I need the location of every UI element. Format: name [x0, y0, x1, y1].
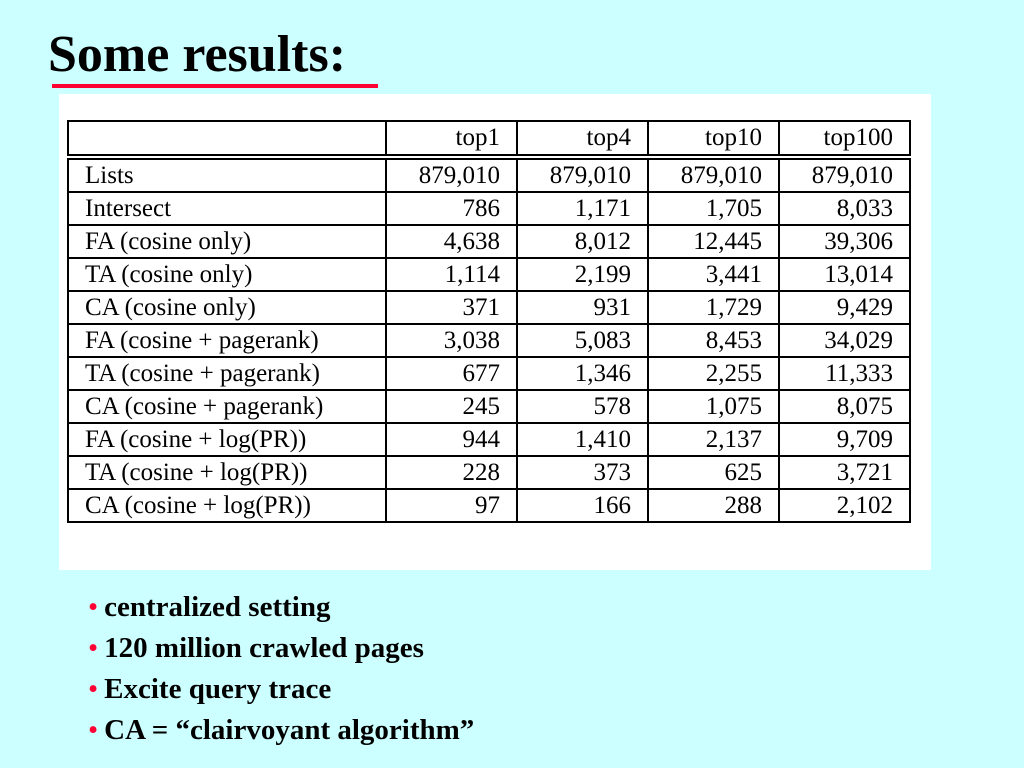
slide-title: Some results: [48, 26, 347, 83]
table-row [68, 159, 910, 192]
header-cell-top4: top4 [517, 121, 648, 155]
bullet-dot-icon: • [88, 591, 99, 623]
row-label: TA (cosine + pagerank) [68, 357, 386, 390]
table-cell: 39,306 [779, 225, 910, 258]
table-row [68, 456, 910, 489]
row-label: CA (cosine + log(PR)) [68, 489, 386, 522]
table-cell: 3,441 [648, 258, 779, 291]
header-row [68, 121, 910, 155]
table-row [68, 357, 910, 390]
table-cell: 2,137 [648, 423, 779, 456]
table-cell: 879,010 [648, 159, 779, 192]
row-label: FA (cosine + pagerank) [68, 324, 386, 357]
bullet-dot-icon: • [88, 714, 99, 746]
table-cell: 1,705 [648, 192, 779, 225]
row-label: CA (cosine only) [68, 291, 386, 324]
table-cell: 2,199 [517, 258, 648, 291]
row-label: TA (cosine only) [68, 258, 386, 291]
table-cell: 1,346 [517, 357, 648, 390]
bullet-list [88, 590, 474, 754]
table-cell: 8,075 [779, 390, 910, 423]
header-cell-top100: top100 [779, 121, 910, 155]
bullet-item [88, 713, 474, 754]
bullet-dot-icon: • [88, 632, 99, 664]
table-cell: 1,075 [648, 390, 779, 423]
table-cell: 1,171 [517, 192, 648, 225]
header-cell-top1: top1 [386, 121, 517, 155]
bullet-text: centralized setting [104, 591, 331, 623]
table-cell: 944 [386, 423, 517, 456]
header-cell-top10: top10 [648, 121, 779, 155]
table-cell: 373 [517, 456, 648, 489]
table-cell: 8,033 [779, 192, 910, 225]
table-cell: 578 [517, 390, 648, 423]
results-table-panel [59, 94, 931, 570]
table-cell: 879,010 [386, 159, 517, 192]
bullet-item [88, 672, 474, 713]
bullet-item [88, 631, 474, 672]
table-cell: 5,083 [517, 324, 648, 357]
table-cell: 288 [648, 489, 779, 522]
table-cell: 4,638 [386, 225, 517, 258]
table-cell: 9,429 [779, 291, 910, 324]
table-cell: 625 [648, 456, 779, 489]
table-cell: 879,010 [779, 159, 910, 192]
table-cell: 12,445 [648, 225, 779, 258]
table-cell: 1,410 [517, 423, 648, 456]
row-label: TA (cosine + log(PR)) [68, 456, 386, 489]
row-label: Lists [68, 159, 386, 192]
bullet-text: CA = “clairvoyant algorithm” [104, 714, 475, 746]
table-cell: 34,029 [779, 324, 910, 357]
bullet-dot-icon: • [88, 673, 99, 705]
table-cell: 2,255 [648, 357, 779, 390]
table-cell: 3,721 [779, 456, 910, 489]
bullet-text: Excite query trace [104, 673, 332, 705]
table-cell: 931 [517, 291, 648, 324]
table-row [68, 192, 910, 225]
table-row [68, 258, 910, 291]
results-table-body [67, 158, 911, 523]
table-cell: 1,114 [386, 258, 517, 291]
table-cell: 11,333 [779, 357, 910, 390]
row-label: Intersect [68, 192, 386, 225]
table-row [68, 291, 910, 324]
table-cell: 8,453 [648, 324, 779, 357]
table-cell: 166 [517, 489, 648, 522]
table-cell: 228 [386, 456, 517, 489]
table-cell: 1,729 [648, 291, 779, 324]
table-row [68, 489, 910, 522]
table-cell: 2,102 [779, 489, 910, 522]
table-cell: 8,012 [517, 225, 648, 258]
table-cell: 9,709 [779, 423, 910, 456]
table-cell: 677 [386, 357, 517, 390]
table-cell: 13,014 [779, 258, 910, 291]
results-table-header [67, 120, 911, 156]
title-underline [52, 84, 378, 88]
table-row [68, 390, 910, 423]
bullet-item [88, 590, 474, 631]
table-cell: 3,038 [386, 324, 517, 357]
table-cell: 245 [386, 390, 517, 423]
row-label: FA (cosine only) [68, 225, 386, 258]
header-cell-empty [68, 121, 386, 155]
row-label: FA (cosine + log(PR)) [68, 423, 386, 456]
bullet-text: 120 million crawled pages [104, 632, 424, 664]
table-row [68, 324, 910, 357]
table-row [68, 225, 910, 258]
table-cell: 879,010 [517, 159, 648, 192]
row-label: CA (cosine + pagerank) [68, 390, 386, 423]
table-cell: 371 [386, 291, 517, 324]
table-row [68, 423, 910, 456]
table-cell: 786 [386, 192, 517, 225]
table-cell: 97 [386, 489, 517, 522]
